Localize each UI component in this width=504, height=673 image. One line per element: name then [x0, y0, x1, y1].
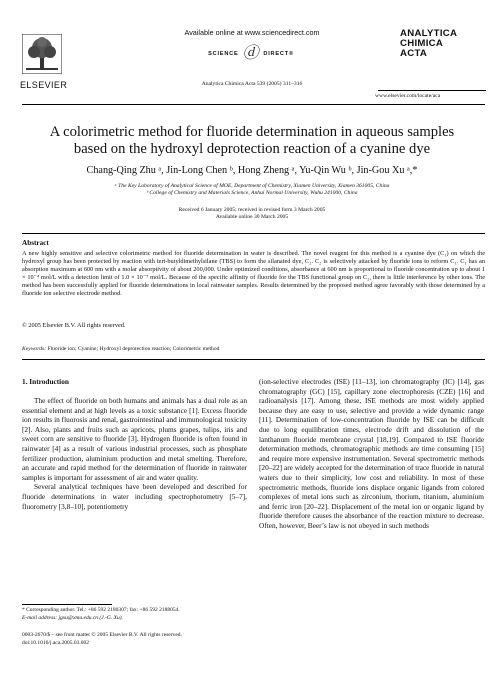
author-list: Chang-Qing Zhu ᵃ, Jin-Long Chen ᵇ, Hong Zheng ᵃ, Yu-Qin Wu ᵇ, Jin-Gou Xu ᵃ,* — [86, 165, 418, 176]
email-note: E-mail address: jgxu@xmu.edu.cn (J.-G. Xu). — [22, 615, 123, 621]
journal-name-line-3: ACTA — [400, 48, 428, 59]
journal-name-line-1: ANALYTICA — [400, 28, 458, 39]
body-paragraph: The effect of fluoride on both humans and animals has a dual role as an essential element and at high levels as a toxic substance [1]. Excess fluoride ion results in fluorosis and renal, gastrointestinal and immunological toxicity [2]. Also, plants and fruits such as apricots, plums grapes, tulips, iris and sweet corn are sensitive to fluoride [3]. Hydrogen fluoride is often found in rainwater [4] as a result of various industrial processes, such as phosphate fertilizer production, aluminium production and metal smelting. Therefore, an accurate and rapid method for the determination of fluoride in rainwater samples is important for assessment of air and water quality. — [22, 396, 247, 482]
body-column-right — [259, 377, 484, 531]
body-column-left — [22, 396, 247, 511]
journal-divider — [378, 90, 486, 91]
journal-url-link[interactable]: www.elsevier.com/locate/aca — [375, 93, 441, 99]
received-dates: Received 6 January 2005; received in revised form 3 March 2005 — [178, 207, 326, 213]
sciencedirect-d-icon: ⓓ — [242, 45, 260, 62]
doi-link[interactable]: doi:10.1016/j.aca.2005.03.002 — [22, 640, 90, 646]
sciencedirect-logo — [176, 45, 326, 63]
footnote-divider — [22, 604, 112, 605]
journal-reference: Analytica Chimica Acta 539 (2005) 311–316 — [201, 81, 303, 87]
affiliation-b: ᵇ College of Chemistry and Materials Science, Anhui Normal University, Wuhu 241000, China — [146, 190, 358, 196]
keywords-label: Keywords: — [22, 346, 47, 352]
elsevier-tree-logo — [22, 34, 62, 74]
section-heading: 1. Introduction — [22, 377, 69, 386]
sciencedirect-left: SCIENCE — [208, 51, 239, 57]
sciencedirect-right: DIRECT® — [263, 51, 294, 57]
affiliation-a: ᵃ The Key Laboratory of Analytical Science of MOE, Department of Chemistry, Xiamen University, Xiamen 361005, China — [114, 183, 390, 189]
publisher-name: ELSEVIER — [20, 80, 68, 90]
body-paragraph: Several analytical techniques have been developed and described for fluoride determinations in water including spectrophotometry [5–7], fluorometry [3,8–10], potentiometry — [22, 482, 247, 511]
body-paragraph: (ion-selective electrodes (ISE) [11–13], ion chromatography (IC) [14], gas chromatography (GC) [15], capillary zone electrophoresis (CZE) [16] and radioanalysis [17]. Among these, ISE methods are most widely applied because they are easy to use, selective and provide a wide dynamic range [11]. Determination of low-concentration fluoride by ISE can be difficult due to long equilibration times, electrode drift and dissolution of the lanthanum fluoride membrane crystal [18,19]. Compared to ISE fluoride determination methods, chromatographic methods are time consuming [15] and require more expensive instrumentation. Several spectrometric methods [20–22] are widely accepted for the determination of trace fluoride in natural waters due to their simplicity, low cost and reliability. In most of these spectrometric methods, fluoride ions displace organic ligands from colored complexes of metal ions such as zirconium, thorium, titanium, aluminium and ferric iron [20–22]. Displacement of the metal ion or organic ligand by fluoride therefore causes the absorbance of the reaction mixture to decrease. Often, however, Beer’s law is not obeyed in such methods — [259, 377, 484, 530]
abstract-text: A new highly sensitive and selective colorimetric method for fluoride determination in water is described. The novel reagent for this method is a cyanine dye (C₁) on which the hydroxyl group has been protected by reaction with tert-butyldimethylsilane (TBS) to form the silanated dye, C₂. C₂ is selectively attacked by fluoride ions to reform C₁. C₁ has an absorption maximum at 600 nm with a molar absorptivity of about 200,000. Under optimized conditions, absorbance at 600 nm is proportional to fluoride concentration up to about 1 × 10⁻⁴ mol/L with a detection limit of 1.0 × 10⁻⁷ mol/L. Because of the specific affinity of fluoride for the TBS functional group on C₂, there is little interference by other ions. The method has been successfully applied for fluoride determinations in local rainwater samples. Results determined by the proposed method agree favorably with those determined by a fluoride ion selective electrode method. — [22, 250, 485, 297]
issn-line: 0003-2670/$ – see front matter © 2005 Elsevier B.V. All rights reserved. — [22, 632, 182, 638]
abstract-copyright: © 2005 Elsevier B.V. All rights reserved. — [22, 322, 126, 329]
title-line-2: based on the hydroxyl deprotection reaction of a cyanine dye — [73, 141, 431, 157]
online-date: Available online 30 March 2005 — [215, 214, 289, 220]
keywords-list: Fluoride ion; Cyanine; Hydroxyl deprotection reaction; Colorimetric method — [47, 346, 220, 352]
abstract-heading: Abstract — [22, 239, 49, 247]
abstract-divider — [22, 233, 485, 234]
header-divider — [22, 104, 485, 105]
title-line-1: A colorimetric method for fluoride determination in aqueous samples — [49, 124, 455, 140]
article-title — [30, 124, 474, 158]
keywords-divider — [22, 359, 485, 360]
journal-name — [400, 29, 457, 59]
available-online-text: Available online at www.sciencedirect.com — [184, 28, 320, 37]
corresponding-author-note: * Corresponding author. Tel.: +86 592 2180307; fax: +86 592 2188054. — [22, 607, 180, 613]
journal-name-line-2: CHIMICA — [400, 38, 444, 49]
keywords — [22, 346, 219, 352]
